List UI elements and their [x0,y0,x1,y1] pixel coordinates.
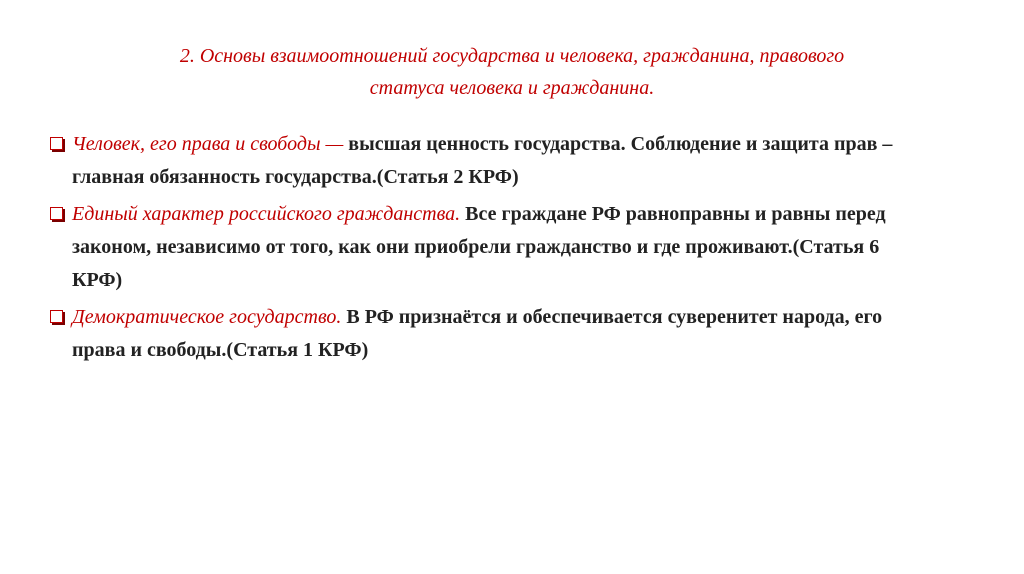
slide-title-line-2: статуса человека и гражданина. [369,77,655,99]
slide-title-line-1: 2. Основы взаимоотношений государства и человека, гражданина, правового [179,45,845,67]
checkbox-bullet-icon [50,310,63,323]
bullet-lead: Демократическое государство. [72,306,342,328]
bullet-item-human-rights [50,128,930,194]
bullet-item-citizenship [50,198,930,297]
bullet-list [50,128,930,371]
checkbox-bullet-icon [50,207,63,220]
bullet-item-democratic-state [50,301,930,367]
bullet-lead: Человек, его права и свободы — [72,133,344,155]
bullet-text: Все граждане РФ равноправны и равны перед законом, независимо от того, как они приобрели гражданство и где проживают.(Статья 6 КРФ) [72,203,886,291]
bullet-lead: Единый характер российского гражданства. [72,203,461,225]
checkbox-bullet-icon [50,137,63,150]
bullet-text: высшая ценность государства. Соблюдение и защита прав – главная обязанность государства.(Статья 2 КРФ) [72,133,893,188]
bullet-text: В РФ признаётся и обеспечивается суверенитет народа, его права и свободы.(Статья 1 КРФ) [72,306,883,361]
slide-title [40,40,984,104]
